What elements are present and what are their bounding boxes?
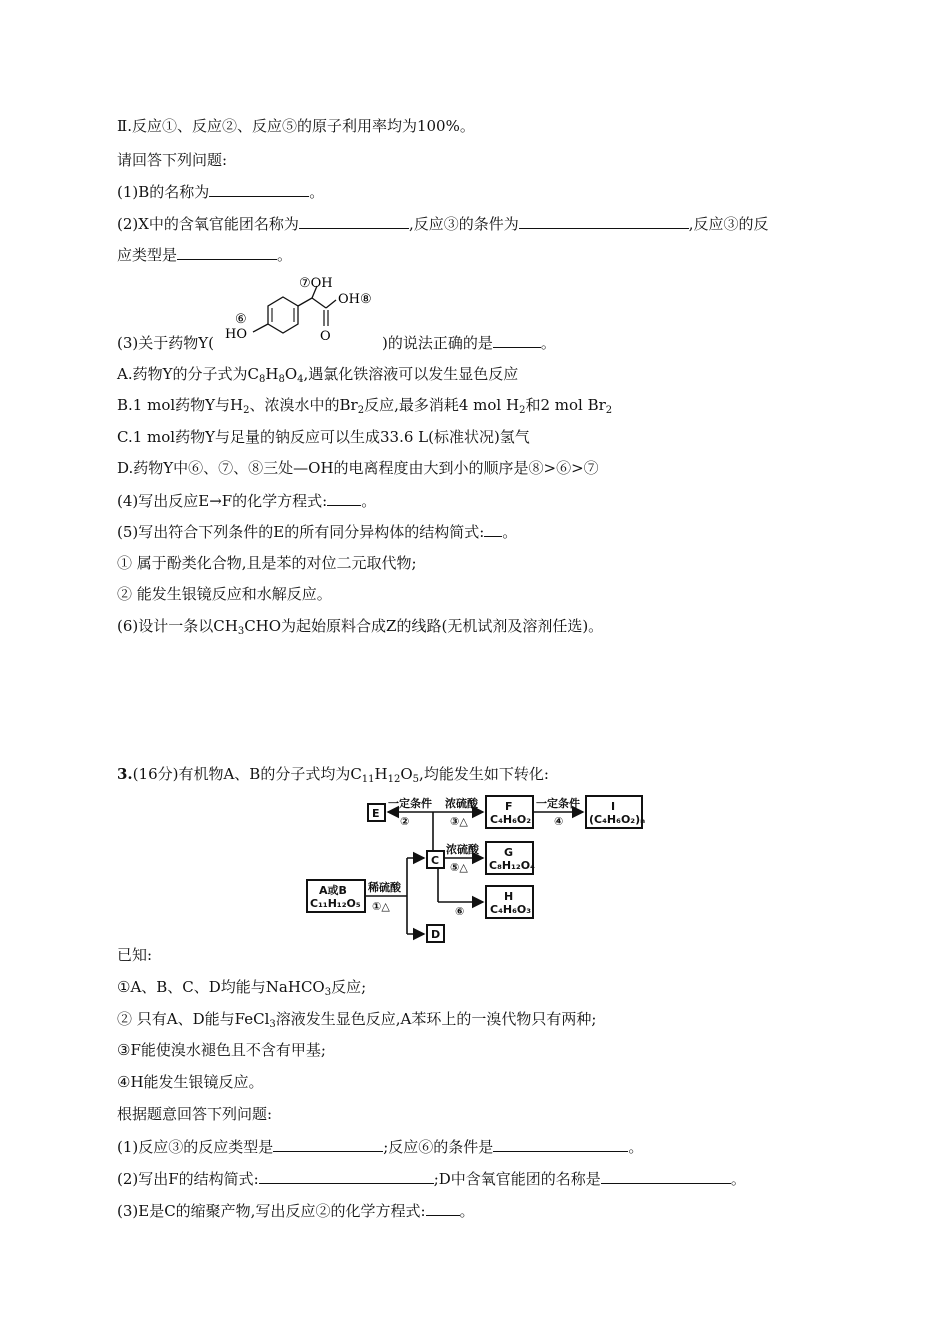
line-q3: (3)关于药物Y( )的说法正确的是 。 [117,334,556,352]
answer-blank[interactable] [601,1168,731,1184]
num-ec: ② [400,815,410,828]
label-num6: ⑥ [235,312,247,327]
option-a: A.药物Y的分子式为$C_8H_8O_4$,遇氯化铁溶液可以发生显色反应 [117,365,519,385]
reaction-scheme [300,790,650,950]
answer-blank[interactable] [209,181,309,197]
label-g-formula: C₈H₁₂O₄ [489,859,535,872]
num-fi: ④ [554,815,564,828]
answer-blank[interactable] [327,490,361,506]
line-q4: (4)写出反应E→F的化学方程式: 。 [117,492,377,510]
answer-blank[interactable] [259,1168,434,1184]
answer-3: (3)E是C的缩聚产物,写出反应②的化学方程式: 。 [117,1202,475,1220]
answer-blank[interactable] [299,213,409,229]
line-prompt: 请回答下列问题: [117,151,228,169]
label-f: F [505,800,513,813]
known-3: ③F能使溴水褪色且不含有甲基; [117,1041,326,1059]
cond-ec: 一定条件 [388,797,432,810]
answer-2: (2)写出F的结构简式: ;D中含氧官能团的名称是 。 [117,1170,746,1188]
label-ab: A或B [319,884,347,897]
option-c: C.1 mol药物Y与足量的钠反应可以生成33.6 L(标准状况)氢气 [117,428,530,446]
answer-blank[interactable] [273,1136,383,1152]
answer-blank[interactable] [519,213,689,229]
problem3-stem: 3.(16分)有机物A、B的分子式均为$C_{11}H_{12}O_5$,均能发生如下转化: [117,765,549,785]
line-q5-c1: ① 属于酚类化合物,且是苯的对位二元取代物; [117,554,417,572]
num-cg: ⑤△ [450,861,468,874]
label-c: C [431,854,440,867]
cond-cg: 浓硫酸 [446,843,479,856]
label-h-formula: C₄H₆O₃ [490,903,532,916]
line-q5: (5)写出符合下列条件的E的所有同分异构体的结构简式: 。 [117,523,518,541]
label-ho: HO [225,327,247,342]
answer-1: (1)反应③的反应类型是 ;反应⑥的条件是 。 [117,1138,644,1156]
label-i: I [611,800,616,813]
option-d: D.药物Y中⑥、⑦、⑧三处—OH的电离程度由大到小的顺序是⑧>⑥>⑦ [117,459,599,477]
answer-blank[interactable] [177,244,277,260]
cond-cf: 浓硫酸 [445,797,478,810]
known-1: ①A、B、C、D均能与NaHCO$_3$反应; [117,978,367,998]
num-cf: ③△ [450,815,468,828]
label-f-formula: C₄H₆O₂ [490,813,532,826]
label-h: H [504,890,514,903]
known-prompt: 根据题意回答下列问题: [117,1105,273,1123]
line-cond2: Ⅱ.反应①、反应②、反应⑤的原子利用率均为100%。 [117,117,475,135]
label-oh7: ⑦OH [299,276,333,291]
line-q2-cont: 应类型是 。 [117,246,293,264]
line-q5-c2: ② 能发生银镜反应和水解反应。 [117,585,332,603]
known-title: 已知: [117,946,153,964]
label-d: D [431,928,441,941]
option-b: B.1 mol药物Y与$H_2$、浓溴水中的$Br_2$反应,最多消耗4 mol $H_2$和2 mol $Br_2$ [117,396,613,416]
num-ch: ⑥ [455,905,465,918]
known-2: ② 只有A、D能与FeCl$_3$溶液发生显色反应,A苯环上的一溴代物只有两种; [117,1010,597,1030]
line-q6: (6)设计一条以$CH_3CHO$为起始原料合成Z的线路(无机试剂及溶剂任选)。 [117,617,604,637]
answer-blank[interactable] [493,1136,628,1152]
label-o: O [320,329,331,344]
line-q1: (1)B的名称为 。 [117,183,325,201]
cond-ac: 稀硫酸 [368,881,401,894]
label-g: G [504,846,514,859]
label-e: E [372,807,380,820]
label-oh8: OH⑧ [338,292,372,307]
known-4: ④H能发生银镜反应。 [117,1073,264,1091]
answer-blank[interactable] [484,521,502,537]
line-q2: (2)X中的含氧官能团名称为 ,反应③的条件为 ,反应③的反 [117,215,769,233]
cond-fi: 一定条件 [536,797,580,810]
num-ac: ①△ [372,900,390,913]
label-i-formula: (C₄H₆O₂)ₙ [589,813,646,826]
answer-blank[interactable] [493,332,541,348]
label-ab-formula: C₁₁H₁₂O₅ [310,897,361,910]
answer-blank[interactable] [426,1200,460,1216]
